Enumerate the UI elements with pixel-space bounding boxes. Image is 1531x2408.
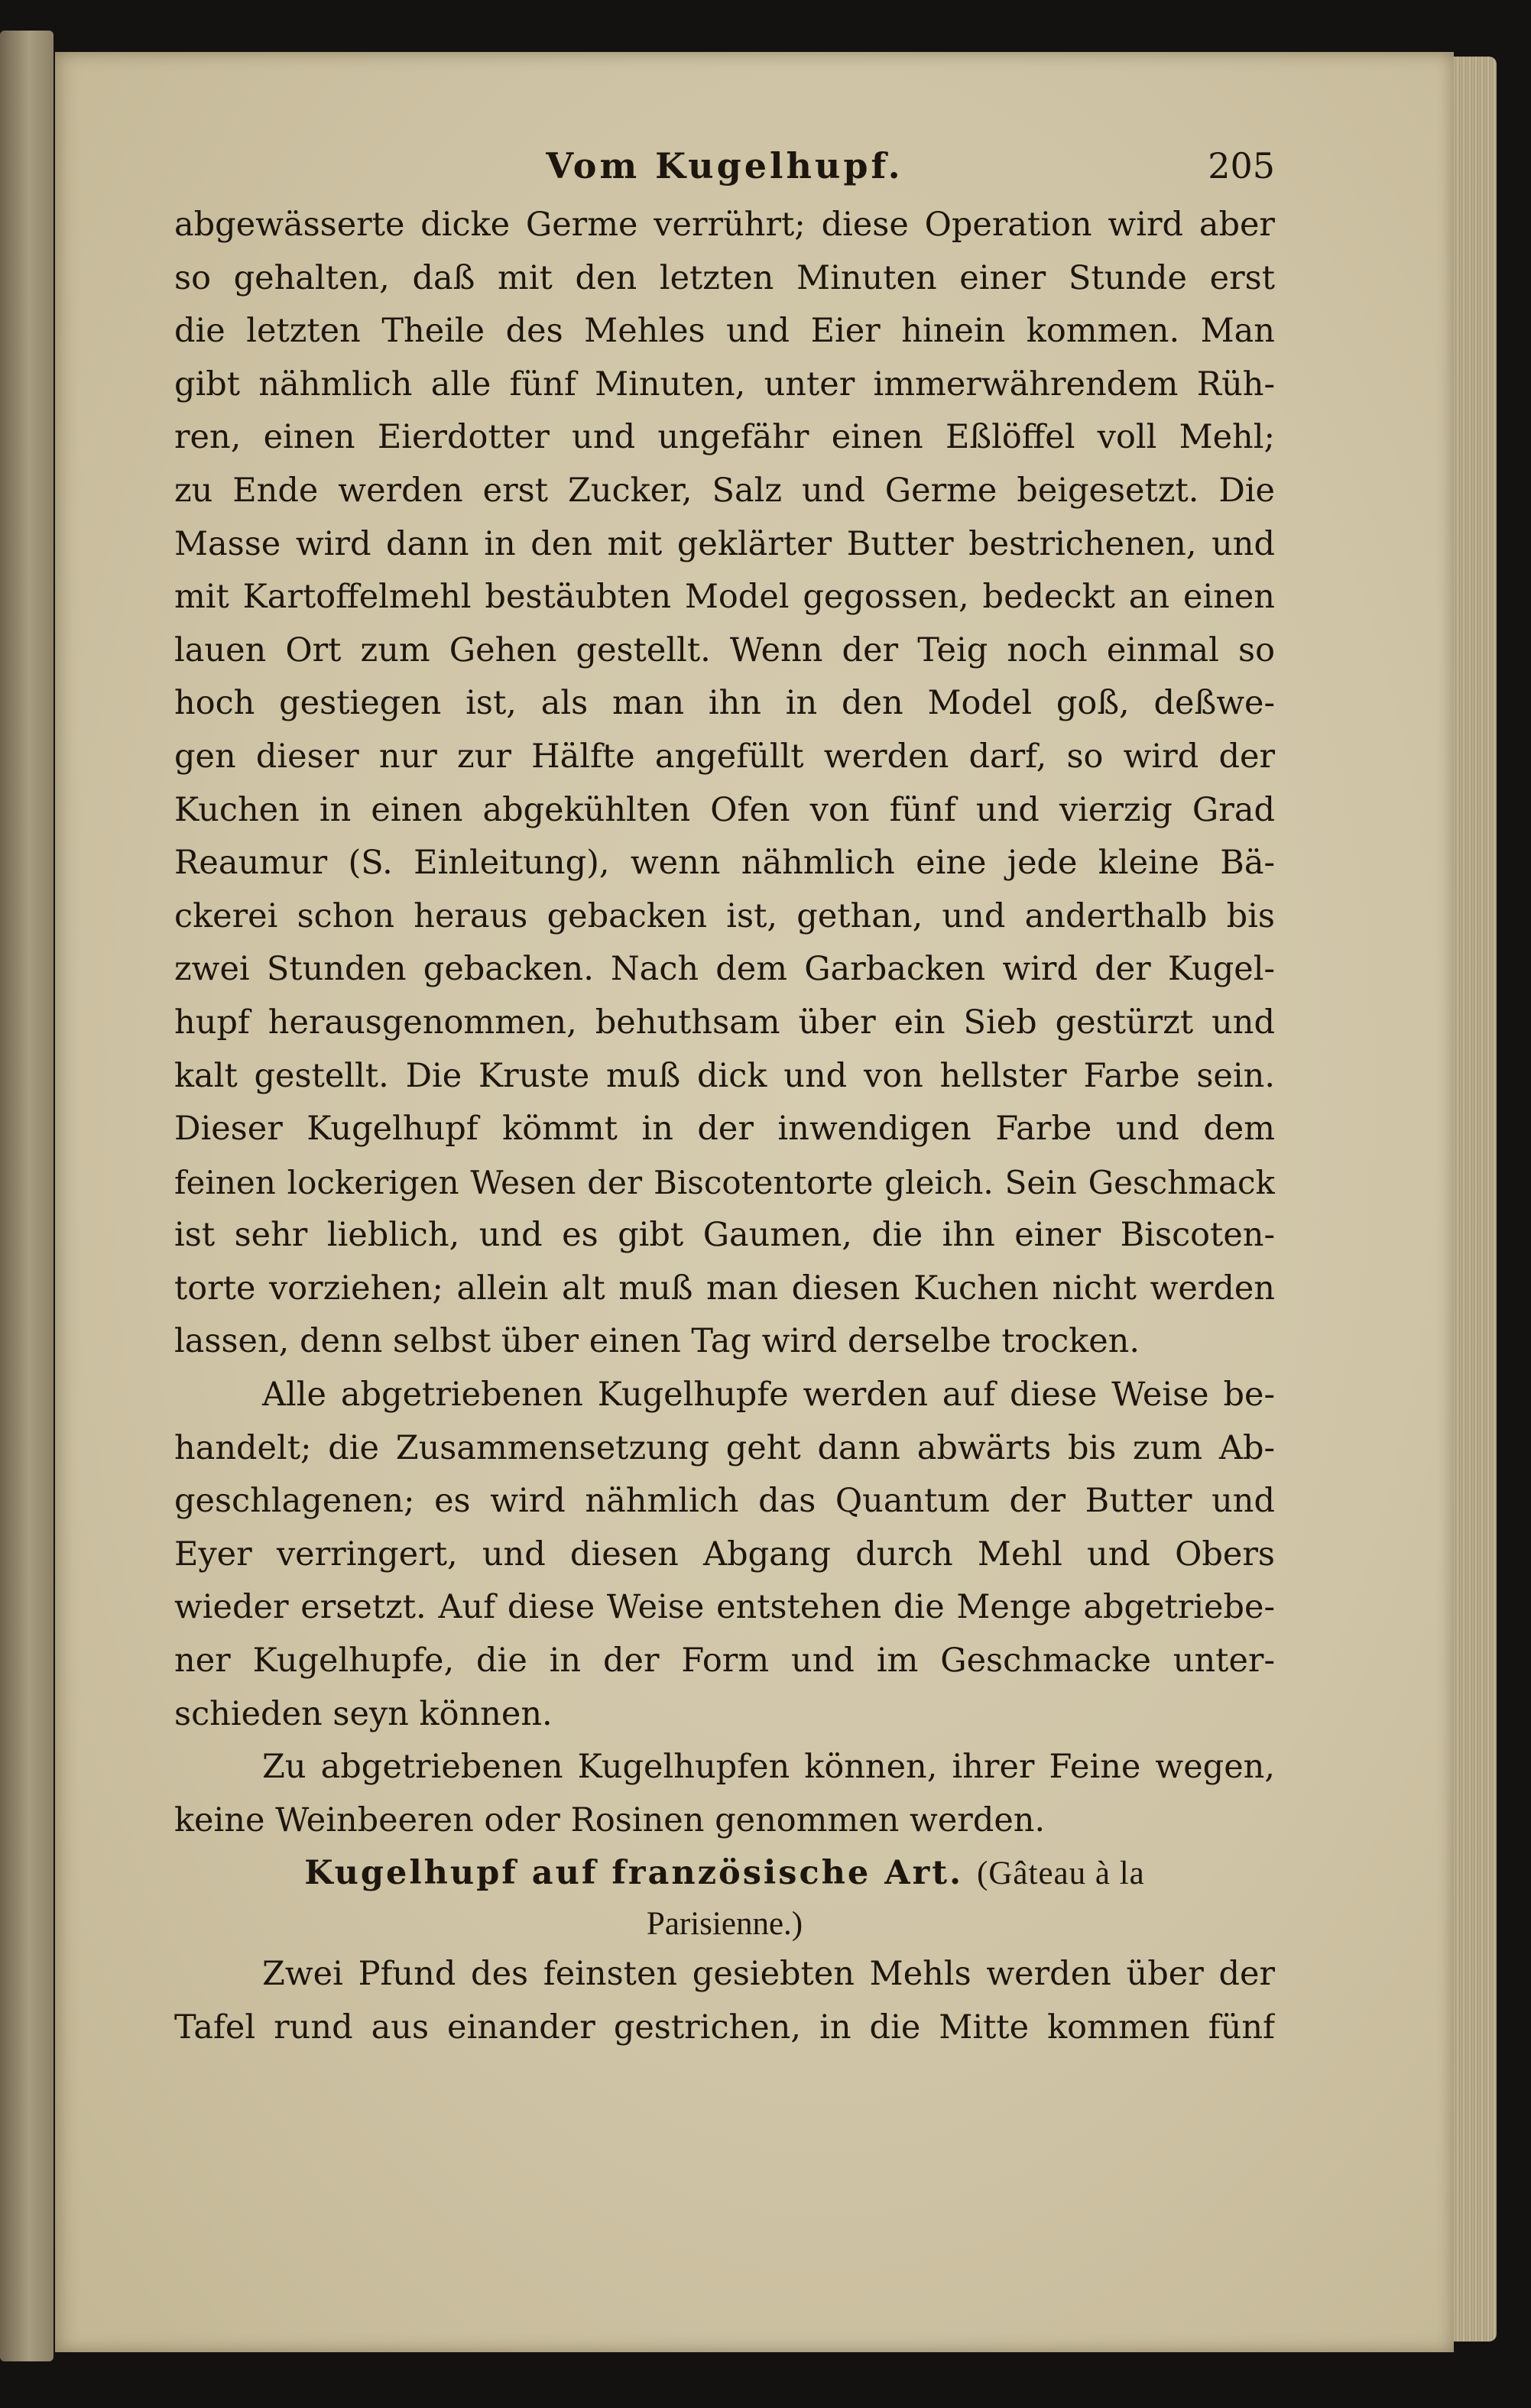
text-line: ner Kugelhupfe, die in der Form und im Geschmacke unter- [174,1642,1275,1680]
text-line: Masse wird dann in den mit geklärter Butter bestrichenen, und [174,524,1275,563]
text-line: lauen Ort zum Gehen gestellt. Wenn der Teig noch einmal so [174,630,1275,669]
text-line: wieder ersetzt. Auf diese Weise entstehen die Menge abgetriebe- [174,1588,1275,1627]
running-head [174,145,1275,199]
text-line: schieden seyn können. [174,1694,553,1733]
text-line: die letzten Theile des Mehles und Eier hinein kommen. Man [174,312,1275,351]
page-stack-edge [1454,57,1497,2342]
paragraph-1 [174,199,1275,1369]
facing-page-edge [0,31,54,2361]
text-line: abgewässerte dicke Germe verrührt; diese Operation wird aber [174,206,1275,244]
text-line: lassen, denn selbst über einen Tag wird derselbe trocken. [174,1322,1140,1361]
text-line: so gehalten, daß mit den letzten Minuten einer Stunde erst [174,258,1275,297]
text-line: hupf herausgenommen, behuthsam über ein Sieb gestürzt und [174,1003,1275,1042]
section-heading [174,1847,1275,1948]
text-line: Kuchen in einen abgekühlten Ofen von fünf und vierzig Grad [174,790,1275,829]
text-line: ckerei schon heraus gebacken ist, gethan, und anderthalb bis [174,896,1275,935]
text-line: zwei Stunden gebacken. Nach dem Garbacken wird der Kugel- [174,950,1275,989]
text-line: Eyer verringert, und diesen Abgang durch Mehl und Obers [174,1535,1275,1573]
paragraph-4 [174,1948,1275,2054]
running-title: Vom Kugelhupf. [546,145,903,186]
text-line: ist sehr lieblich, und es gibt Gaumen, die ihn einer Biscoten- [174,1216,1275,1255]
section-heading-french-cont: Parisienne.) [646,1906,803,1942]
section-heading-french: (Gâteau à la [977,1855,1145,1892]
page-number: 205 [1208,145,1275,186]
text-line: Zwei Pfund des feinsten gesiebten Mehls werden über der [262,1955,1275,1993]
text-line: ren, einen Eierdotter und ungefähr einen Eßlöffel voll Mehl; [174,418,1275,457]
paragraph-3 [174,1741,1275,1847]
text-line: gen dieser nur zur Hälfte angefüllt werden darf, so wird der [174,737,1275,776]
section-heading-title: Kugelhupf auf französische Art. [304,1854,964,1893]
text-line: mit Kartoffelmehl bestäubten Model gegossen, bedeckt an einen [174,578,1275,617]
text-line: hoch gestiegen ist, als man ihn in den Model goß, deßwe- [174,684,1275,723]
text-line: Zu abgetriebenen Kugelhupfen können, ihrer Feine wegen, [262,1748,1275,1787]
text-line: keine Weinbeeren oder Rosinen genommen werden. [174,1800,1046,1839]
text-line: Alle abgetriebenen Kugelhupfe werden auf diese Weise be- [262,1376,1275,1415]
text-line: Tafel rund aus einander gestrichen, in die Mitte kommen fünf [174,2008,1275,2047]
text-line: feinen lockerigen Wesen der Biscotentorte gleich. Sein Geschmack [174,1163,1275,1201]
paragraph-2 [174,1369,1275,1741]
text-line: torte vorziehen; allein alt muß man diesen Kuchen nicht werden [174,1269,1275,1308]
text-line: zu Ende werden erst Zucker, Salz und Germe beigesetzt. Die [174,471,1275,510]
text-line: Dieser Kugelhupf kömmt in der inwendigen Farbe und dem [174,1110,1275,1149]
text-line: Reaumur (S. Einleitung), wenn nähmlich eine jede kleine Bä- [174,844,1275,883]
text-line: gibt nähmlich alle fünf Minuten, unter immerwährendem Rüh- [174,365,1275,403]
text-line: handelt; die Zusammensetzung geht dann abwärts bis zum Ab- [174,1428,1275,1467]
text-line: kalt gestellt. Die Kruste muß dick und von hellster Farbe sein. [174,1056,1275,1095]
page-text-block [174,145,1275,2054]
text-line: geschlagenen; es wird nähmlich das Quantum der Butter und [174,1482,1275,1521]
